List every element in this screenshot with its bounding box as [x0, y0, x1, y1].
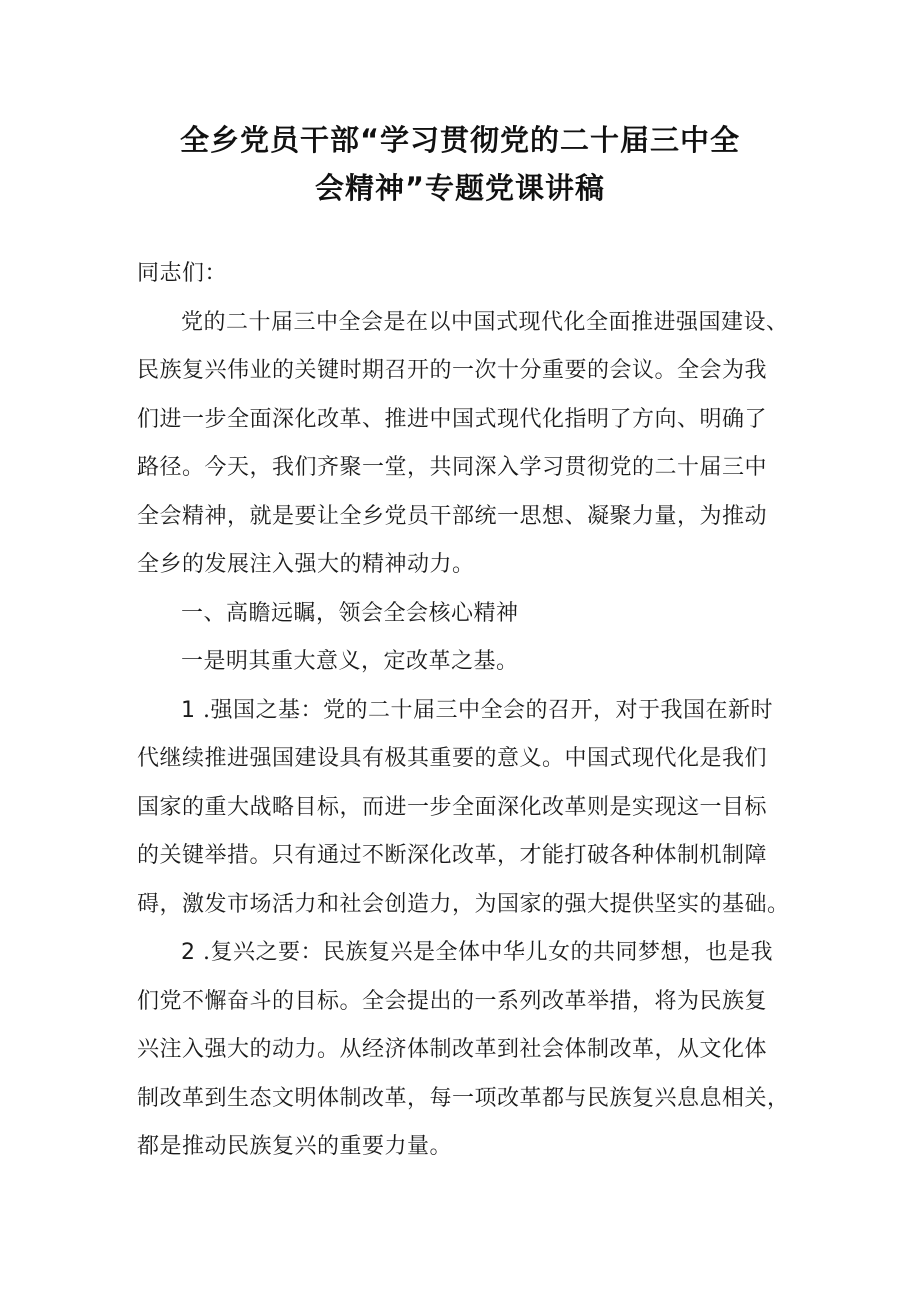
paragraph-line: 碍，激发市场活力和社会创造力，为国家的强大提供坚实的基础。: [137, 891, 790, 917]
paragraph-line: 兴注入强大的动力。从经济体制改革到社会体制改革，从文化体: [137, 1037, 768, 1062]
document-title-line-2: 会精神”专题党课讲稿: [314, 171, 606, 205]
paragraph-line: 们党不懈奋斗的目标。全会提出的一系列改革举措，将为民族复: [137, 988, 768, 1014]
paragraph-line: 国家的重大战略目标，而进一步全面深化改革则是实现这一目标: [137, 794, 768, 820]
item-text: .强国之基：党的二十届三中全会的召开，对于我国在新时: [203, 697, 773, 723]
salutation: 同志们：: [137, 261, 228, 286]
numbered-item-first-line: [137, 929, 797, 978]
numbered-item-first-line: [137, 687, 797, 736]
paragraph-line: 的关键举措。只有通过不断深化改革，才能打破各种体制机制障: [137, 843, 768, 868]
paragraph-line: 路径。今天，我们齐聚一堂，共同深入学习贯彻党的二十届三中: [137, 455, 768, 480]
paragraph-line: 全乡的发展注入强大的精神动力。: [137, 552, 475, 577]
paragraph-line: 代继续推进强国建设具有极其重要的意义。中国式现代化是我们: [137, 746, 768, 771]
section-heading: 一、高瞻远瞩，领会全会核心精神: [181, 600, 519, 626]
subsection-heading: 一是明其重大意义，定改革之基。: [181, 649, 519, 674]
paragraph-line: 党的二十届三中全会是在以中国式现代化全面推进强国建设、: [181, 309, 789, 335]
item-number: 1: [181, 697, 196, 723]
paragraph-line: 都是推动民族复兴的重要力量。: [137, 1134, 453, 1159]
item-number: 2: [181, 940, 196, 965]
item-text: .复兴之要：民族复兴是全体中华儿女的共同梦想，也是我: [203, 940, 773, 965]
paragraph-line: 制改革到生态文明体制改革，每一项改革都与民族复兴息息相关，: [137, 1085, 790, 1111]
paragraph-line: 们进一步全面深化改革、推进中国式现代化指明了方向、明确了: [137, 406, 768, 432]
document-title-line-1: 全乡党员干部“学习贯彻党的二十届三中全: [179, 123, 741, 157]
paragraph-line: 全会精神，就是要让全乡党员干部统一思想、凝聚力量，为推动: [137, 503, 768, 529]
document-body: [137, 250, 797, 1172]
paragraph-line: 民族复兴伟业的关键时期召开的一次十分重要的会议。全会为我: [137, 358, 768, 383]
